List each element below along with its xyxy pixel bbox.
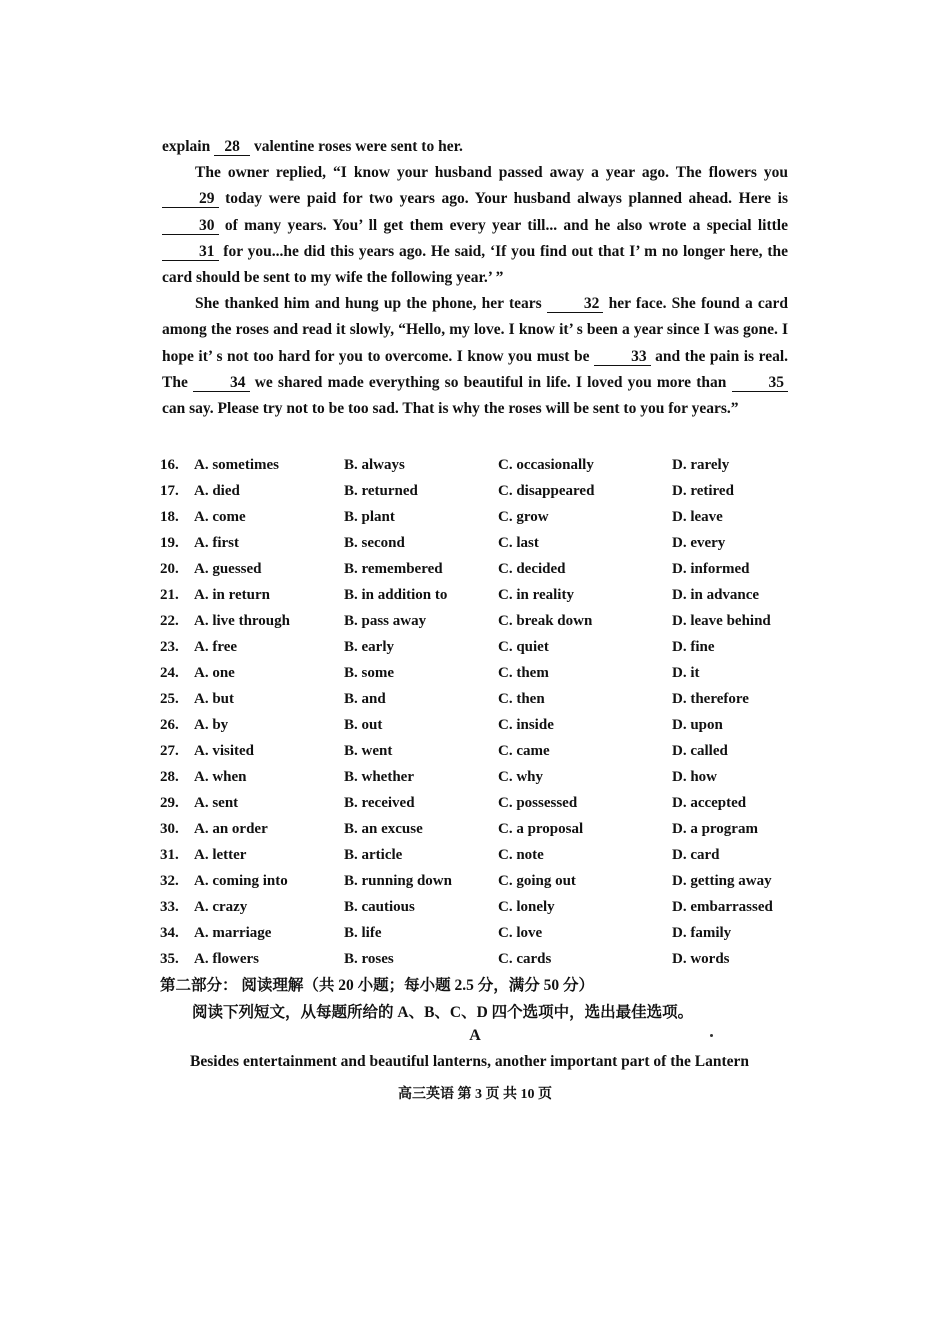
question-row: 31. A. letter B. article C. note D. card [160, 842, 800, 868]
option-c: C. then [498, 691, 545, 707]
option-d: D. it [672, 665, 700, 681]
blank-32: 32 [547, 295, 604, 313]
option-d: D. upon [672, 717, 723, 733]
question-row: 18. A. come B. plant C. grow D. leave [160, 504, 800, 530]
option-a: A. sent [194, 795, 239, 811]
option-d: D. every [672, 535, 726, 551]
option-c: C. lonely [498, 899, 555, 915]
option-a: A. visited [194, 743, 254, 759]
option-b: B. early [344, 639, 394, 655]
option-a: A. free [194, 639, 238, 655]
option-b: B. pass away [344, 613, 427, 629]
blank-35: 35 [732, 374, 789, 392]
option-c: C. last [498, 535, 539, 551]
option-a: A. by [194, 717, 229, 733]
option-c: C. a proposal [498, 821, 584, 837]
option-c: C. quiet [498, 639, 549, 655]
blank-31: 31 [162, 243, 219, 261]
blank-28: 28 [214, 138, 250, 156]
option-b: B. whether [344, 769, 414, 785]
option-b: B. an excuse [344, 821, 423, 837]
question-row: 22. A. live through B. pass away C. break down D. leave behind [160, 608, 800, 634]
option-b: B. article [344, 847, 403, 863]
option-d: D. getting away [672, 873, 772, 889]
question-row: 27. A. visited B. went C. came D. called [160, 738, 800, 764]
section-heading: 第二部分： 阅读理解（共 20 小题；每小题 2.5 分，满分 50 分） [160, 977, 595, 994]
option-d: D. a program [672, 821, 758, 837]
option-d: D. therefore [672, 691, 749, 707]
option-d: D. card [672, 847, 720, 863]
option-b: B. out [344, 717, 383, 733]
option-c: C. disappeared [498, 483, 595, 499]
option-b: B. in addition to [344, 587, 448, 603]
option-c: C. going out [498, 873, 576, 889]
option-c: C. came [498, 743, 550, 759]
question-row: 20. A. guessed B. remembered C. decided D. informed [160, 556, 800, 582]
option-d: D. retired [672, 483, 734, 499]
option-d: D. words [672, 951, 730, 967]
paragraph-2: The owner replied, “I know your husband passed away a year ago. The flowers you 29 today were paid for two years ago. Your husband always planned ahead. Here is 30 of many years. You’ ll get them every year till... and he also wrote a special little 31 for you...he did this years ago. He said, ‘If you find out that I’ m no longer here, the card should be sent to my wife the following year.’ ” [162, 164, 789, 287]
option-d: D. informed [672, 561, 750, 577]
option-a: A. in return [194, 587, 270, 603]
option-b: B. plant [344, 509, 395, 525]
option-a: A. sometimes [194, 457, 279, 473]
option-d: D. family [672, 925, 732, 941]
option-b: B. life [344, 925, 382, 941]
option-b: B. second [344, 535, 405, 551]
paragraph-3: She thanked him and hung up the phone, her tears 32 her face. She found a card among the roses and read it slowly, “Hello, my love. I know it’ s been a year since I was gone. I hope it’ s not too hard for you to overcome. I know you must be 33 and the pain is real. The 34 we shared made everything so beautiful in life. I loved you more than 35 can say. Please try not to be too sad. That is why the roses will be sent to you for years.” [162, 295, 789, 418]
question-row: 26. A. by B. out C. inside D. upon [160, 712, 800, 738]
option-a: A. live through [194, 613, 290, 629]
blank-30: 30 [162, 217, 219, 235]
question-row: 23. A. free B. early C. quiet D. fine [160, 634, 800, 660]
scan-speck [710, 1034, 713, 1037]
option-b: B. running down [344, 873, 452, 889]
blank-29: 29 [162, 190, 219, 208]
option-a: A. letter [194, 847, 247, 863]
option-b: B. cautious [344, 899, 415, 915]
blank-34: 34 [193, 374, 250, 392]
paragraph-1: explain 28 valentine roses were sent to her. [162, 138, 463, 155]
question-row: 33. A. crazy B. cautious C. lonely D. embarrassed [160, 894, 800, 920]
option-d: D. leave [672, 509, 723, 525]
question-row: 21. A. in return B. in addition to C. in reality D. in advance [160, 582, 800, 608]
option-a: A. crazy [194, 899, 248, 915]
option-d: D. fine [672, 639, 715, 655]
answer-options [160, 452, 800, 972]
option-d: D. called [672, 743, 728, 759]
option-a: A. when [194, 769, 247, 785]
passage-title: A [469, 1027, 481, 1044]
question-row: 34. A. marriage B. life C. love D. family [160, 920, 800, 946]
question-row: 17. A. died B. returned C. disappeared D. retired [160, 478, 800, 504]
option-a: A. but [194, 691, 235, 707]
option-a: A. an order [194, 821, 268, 837]
option-a: A. coming into [194, 873, 288, 889]
option-a: A. guessed [194, 561, 262, 577]
option-c: C. them [498, 665, 549, 681]
reading-passage-first-line: Besides entertainment and beautiful lanterns, another important part of the Lantern [190, 1053, 749, 1070]
option-d: D. accepted [672, 795, 747, 811]
question-row: 28. A. when B. whether C. why D. how [160, 764, 800, 790]
blank-33: 33 [594, 348, 651, 366]
option-a: A. first [194, 535, 239, 551]
option-c: C. cards [498, 951, 552, 967]
option-a: A. marriage [194, 925, 272, 941]
option-c: C. break down [498, 613, 593, 629]
option-a: A. flowers [194, 951, 259, 967]
option-b: B. roses [344, 951, 394, 967]
option-d: D. in advance [672, 587, 760, 603]
option-c: C. grow [498, 509, 549, 525]
option-a: A. died [194, 483, 240, 499]
option-a: A. one [194, 665, 235, 681]
section-instruction: 阅读下列短文，从每题所给的 A、B、C、D 四个选项中，选出最佳选项。 [192, 1004, 694, 1021]
option-b: B. some [344, 665, 394, 681]
question-row: 35. A. flowers B. roses C. cards D. words [160, 946, 800, 972]
cloze-passage [162, 134, 788, 422]
question-row: 32. A. coming into B. running down C. going out D. getting away [160, 868, 800, 894]
option-c: C. decided [498, 561, 566, 577]
option-c: C. in reality [498, 587, 574, 603]
option-d: D. leave behind [672, 613, 771, 629]
option-b: B. always [344, 457, 405, 473]
option-c: C. inside [498, 717, 554, 733]
option-c: C. possessed [498, 795, 578, 811]
option-d: D. how [672, 769, 718, 785]
question-row: 25. A. but B. and C. then D. therefore [160, 686, 800, 712]
option-b: B. received [344, 795, 415, 811]
option-d: D. rarely [672, 457, 730, 473]
option-c: C. note [498, 847, 544, 863]
question-row: 19. A. first B. second C. last D. every [160, 530, 800, 556]
option-a: A. come [194, 509, 246, 525]
question-row: 16. A. sometimes B. always C. occasionally D. rarely [160, 452, 800, 478]
option-c: C. love [498, 925, 543, 941]
page-footer: 高三英语 第 3 页 共 10 页 [398, 1087, 552, 1102]
question-row: 24. A. one B. some C. them D. it [160, 660, 800, 686]
option-b: B. went [344, 743, 393, 759]
option-d: D. embarrassed [672, 899, 773, 915]
option-c: C. why [498, 769, 544, 785]
option-b: B. remembered [344, 561, 443, 577]
option-b: B. and [344, 691, 386, 707]
option-c: C. occasionally [498, 457, 594, 473]
option-b: B. returned [344, 483, 418, 499]
question-row: 30. A. an order B. an excuse C. a proposal D. a program [160, 816, 800, 842]
question-row: 29. A. sent B. received C. possessed D. accepted [160, 790, 800, 816]
